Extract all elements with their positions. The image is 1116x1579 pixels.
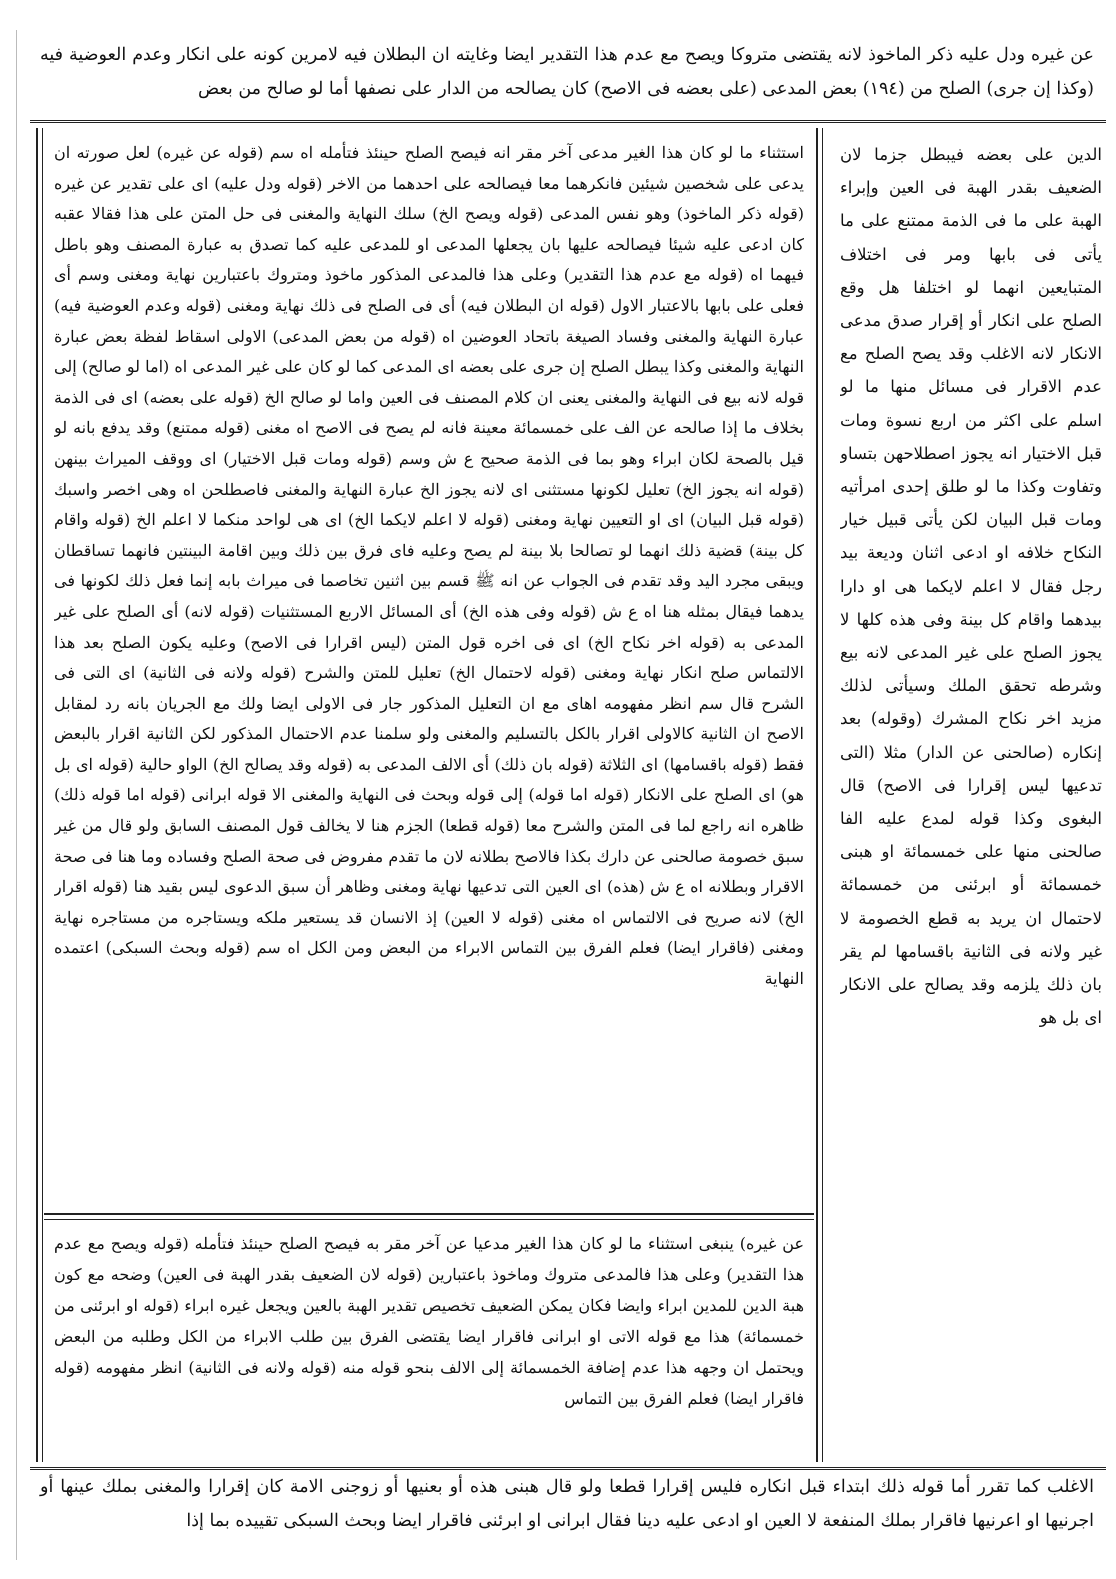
margin-rule [16,30,17,1560]
left-border-rule [36,128,38,1462]
secondary-commentary-text: عن غيره) ينبغى استثناء ما لو كان هذا الغير مدعيا عن آخر مقر به فيصح الصلح حينئذ فتأمله (قوله ويصح مع عدم هذا التقدير) وعلى هذا فالمدعى متروك وماخوذ باعتبارين (قوله لان الضعيف بقدر الهبة فى العين) وضحه مع كون هبة الدين للمدين ابراء وايضا فكان يمكن الضعيف تخصيص تقدير الهبة بالعين ويجعل غيره ابراء (قوله او ابرئنى من خمسمائة) هذا مع قوله الاتى او ابرانى فاقرار ايضا يقتضى الفرق بين طلب الابراء من الكل وطلبه من البعض ويحتمل ان وجهه هذا عدم إضافة الخمسمائة إلى الالف بنحو قوله منه (قوله ولانه فى الثانية) انظر مفهومه (قوله فاقرار ايضا) فعلم الفرق بين التماس [54,1234,804,1408]
commentary-text: استثناء ما لو كان هذا الغير مدعى آخر مقر انه فيصح الصلح حينئذ فتأمله اه سم (قوله عن غيره) لعل صورته ان يدعى على شخصين شيئين فانكرهما معا فيصالحه على احدهما من الاخر (قوله ودل عليه) اى على تقدير عن غيره (قوله ذكر الماخوذ) وهو نفس المدعى (قوله ويصح الخ) سلك النهاية والمغنى فى حل المتن على هذا فقالا عقبه كان ادعى عليه شيئا فيصالحه عليها بان يجعلها المدعى او للمدعى عليه كما تصدق به عبارة المصنف وهو باطل فيهما اه (قوله مع عدم هذا التقدير) وعلى هذا فالمدعى المذكور ماخوذ ومتروك باعتبارين نهاية ومغنى وسم أى فعلى على بابها بالاعتبار الاول (قوله ان البطلان فيه) أى فى الصلح فى ذلك نهاية ومغنى (قوله وعدم العوضية فيه) عبارة النهاية والمغنى وفساد الصيغة باتحاد العوضين اه (قوله من بعض المدعى) الاولى اسقاط لفظة بعض عبارة النهاية والمغنى وكذا يبطل الصلح إن جرى على بعضه اى المدعى كما لو كان على غير المدعى اه (اما لو صالح) إلى قوله لانه بيع فى النهاية والمغنى يعنى ان كلام المصنف فى العين واما لو صالح الخ (قوله على بعضه) اى فى الذمة بخلاف ما إذا صالحه عن الف على خمسمائة معينة فانه لم يصح فى الاصح اه مغنى (قوله ممتنع) وقد يدفع بانه لو قيل بالصحة لكان ابراء وهو بما فى الذمة صحيح ع ش وسم (قوله ومات قبل الاختيار) اى ووقف الميراث بينهن (قوله انه يجوز الخ) تعليل لكونها مستثنى اى لانه يجوز الخ عبارة النهاية والمغنى فاصطلحن اه وهى اخصر واسبك (قوله قبل البيان) اى او التعيين نهاية ومغنى (قوله لا اعلم لايكما الخ) اى هى لواحد منكما لا اعلم الخ (قوله واقام كل بينة) قضية ذلك انهما لو تصالحا بلا بينة لم يصح وعليه فاى فرق بين ذلك وبين اقامة البينتين فانهما تساقطان ويبقى مجرد اليد وقد تقدم فى الجواب عن انه ﷺ قسم بين اثنين تخاصما فى ميراث بابه إنما فعل ذلك لكونها فى يدهما فيقال بمثله هنا اه ع ش (قوله وفى هذه الخ) أى المسائل الاربع المستثنيات (قوله لانه) أى الصلح على غير المدعى به (قوله اخر نكاح الخ) اى فى اخره قول المتن (ليس اقرارا فى الاصح) وعليه يكون الصلح بعد هذا الالتماس صلح انكار نهاية ومغنى (قوله لاحتمال الخ) تعليل للمتن والشرح (قوله ولانه فى الثانية) اى التى فى الشرح قال سم انظر مفهومه اهاى مع ان التعليل المذكور جار فى الاولى ايضا ولك مع الجريان بانه رد لمقابل الاصح ان الثانية كالاولى اقرار بالكل بالتسليم والمغنى ولو سلمنا عدم الاحتمال المذكور لكن الثانية اقرار بالبعض فقط (قوله باقسامها) اى الثلاثة (قوله بان ذلك) أى الالف المدعى به (قوله وقد يصالح الخ) الواو حالية (قوله اى بل هو) اى الصلح على الانكار (قوله اما قوله) إلى قوله وبحث فى النهاية والمغنى الا قوله ابرانى (قوله اما قوله ذلك) ظاهره انه راجع لما فى المتن والشرح معا (قوله قطعا) الجزم هنا لا يخالف قول المصنف السابق ولو قال من غير سبق خصومة صالحنى عن دارك بكذا فالاصح بطلانه لان ما تقدم مفروض فى صحة الصلح وفساده وما هنا فى صحة الاقرار وبطلانه اه ع ش (هذه) اى العين التى تدعيها نهاية ومغنى وظاهر أن سبق الدعوى ليس بقيد هنا (قوله اقرار الخ) لانه صريح فى الالتماس اه مغنى (قوله لا العين) إذ الانسان قد يستعير ملكه ويستاجره من مستاجره نهاية ومغنى (فاقرار ايضا) فعلم الفرق بين التماس الابراء من البعض ومن الكل اه سم (قوله وبحث السبكى) اعتمده النهاية [54,143,804,989]
section-divider [44,1213,814,1215]
section-divider [44,1219,814,1220]
column-divider [822,128,823,1462]
left-border-rule [42,128,43,1462]
bottom-main-text: الاغلب كما تقرر أما قوله ذلك ابتداء قبل انكاره فليس إقرارا قطعا ولو قال هبنى هذه أو بعنيها أو زوجنى الامة كان إقرارا والمغنى بملك عينها أو اجرنيها او اعرنيها فاقرار بملك المنفعة لا العين او ادعى عليه دينا فقال ابرانى او ابرئنى فاقرار ايضا وبحث السبكى تقييده بما إذا [40,1477,1094,1531]
top-main-text: عن غيره ودل عليه ذكر الماخوذ لانه يقتضى متروكا ويصح مع عدم هذا التقدير ايضا وغايته ان البطلان فيه لامرين كونه على انكار وعدم العوضية فيه (وكذا إن جرى) الصلح من (١٩٤) بعض المدعى (على بعضه فى الاصح) كان يصالحه من الدار على نصفها أما لو صالح من بعض [40,45,1094,99]
side-column-text: الدين على بعضه فيبطل جزما لان الضعيف بقدر الهبة فى العين وإبراء الهبة على ما فى الذمة ممتنع على ما يأتى فى بابها ومر فى اختلاف المتبايعين انهما لو اختلفا هل وقع الصلح على انكار أو إقرار صدق مدعى الانكار لانه الاغلب وقد يصح الصلح مع عدم الاقرار فى مسائل منها ما لو اسلم على اكثر من اربع نسوة ومات قبل الاختيار انه يجوز اصطلاحهن بتساو وتفاوت وكذا ما لو طلق إحدى امرأتيه ومات قبل البيان لكن يأتى قبيل خيار النكاح خلافه او ادعى اثنان وديعة بيد رجل فقال لا اعلم لايكما هى او دارا بيدهما واقام كل بينة وفى هذه كلها لا يجوز الصلح على غير المدعى لانه بيع وشرطه تحقق الملك وسيأتى لذلك مزيد اخر نكاح المشرك (وقوله) بعد إنكاره (صالحنى عن الدار) مثلا (التى تدعيها ليس إقرارا فى الاصح) قال البغوى وكذا قوله لمدع عليه الفا صالحنى منها على خمسمائة او هبنى خمسمائة أو ابرئنى من خمسمائة لاحتمال ان يريد به قطع الخصومة لا غير ولانه فى الثانية باقسامها لم يقر بان ذلك يلزمه وقد يصالح على الانكار اى بل هو [840,145,1102,1028]
column-divider [816,128,818,1462]
